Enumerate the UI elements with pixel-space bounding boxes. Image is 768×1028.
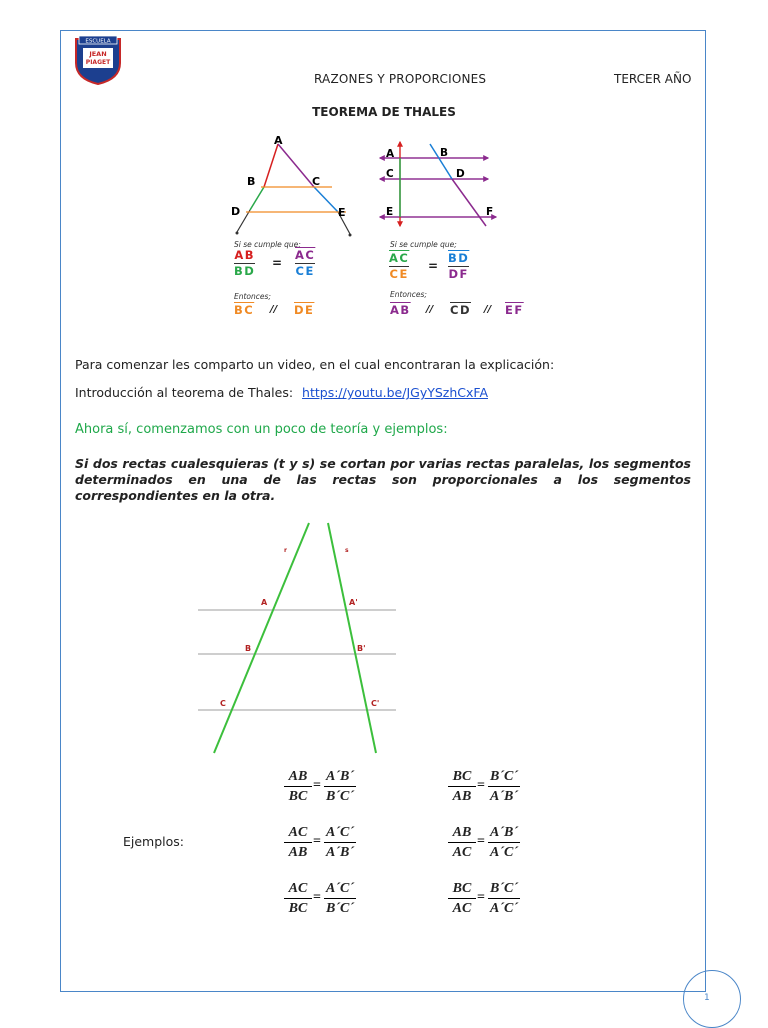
left-condition-label: Si se cumple que; (234, 240, 301, 249)
diag-point-A1: A' (349, 598, 358, 607)
prop-num-left: AB (452, 825, 472, 840)
logo-top-text: ESCUELA (85, 38, 111, 45)
left-then-label: Entonces; (234, 292, 271, 301)
right-fraction-2 (448, 252, 469, 281)
green-heading: Ahora sí, comenzamos con un poco de teoría y ejemplos: (75, 422, 448, 437)
prop-equals: = (477, 834, 485, 849)
prop-den-right: A´B´ (490, 789, 518, 804)
left-frac1-den: BD (234, 264, 256, 278)
youtube-link[interactable]: https://youtu.be/JGyYSzhCxFA (302, 385, 488, 400)
theorem-statement: Si dos rectas cualesquieras (t y s) se cortan por varias rectas paralelas, los segmentos determinados en una de las rectas son proporcionales a los segmentos correspondientes en la otra. (75, 456, 691, 503)
prop-den-right: B´C´ (326, 901, 354, 916)
diag-point-B: B (245, 644, 252, 653)
transversals-diagram (196, 520, 402, 756)
diag-point-A: A (261, 598, 268, 607)
thales-parallel-lines-figure (374, 136, 500, 228)
left-frac2-num: $\overline{AC}$ (295, 248, 316, 262)
diag-point-C: C (220, 699, 226, 708)
prop-den-right: A´B´ (326, 845, 354, 860)
right-parallel-1: // (426, 304, 434, 315)
diag-point-B1: B' (357, 644, 366, 653)
left-frac2-den: CE (295, 264, 315, 278)
prop-num-left: AC (288, 881, 308, 896)
point-C: C (312, 175, 321, 188)
prop-den-right: A´C´ (490, 845, 518, 860)
section-title: TEOREMA DE THALES (312, 105, 456, 119)
point-B: B (247, 175, 256, 188)
examples-label: Ejemplos: (123, 834, 185, 849)
right-then-label: Entonces; (390, 290, 427, 299)
logo-text-1: JEAN (89, 50, 107, 58)
logo-text-2: PIAGET (85, 59, 111, 66)
right-condition-label: Si se cumple que; (390, 240, 457, 249)
prop-den-right: B´C´ (326, 789, 354, 804)
point-D-right: D (456, 168, 465, 180)
left-seg-DE: $\overline{DE}$ (294, 303, 315, 317)
right-equals: = (428, 259, 439, 273)
left-seg-BC: $\overline{BC}$ (234, 303, 255, 317)
left-fraction-1 (234, 249, 255, 278)
line-s-label: s (345, 547, 349, 554)
right-frac2-den: DF (448, 267, 469, 281)
prop-num-left: BC (452, 881, 472, 896)
right-seg-EF: $\overline{EF}$ (505, 303, 524, 317)
prop-den-left: BC (288, 901, 308, 916)
header-grade: TERCER AÑO (614, 72, 692, 86)
diag-point-C1: C' (371, 699, 380, 708)
right-frac1-num: $\overline{AC}$ (389, 251, 410, 265)
intro-line-1: Para comenzar les comparto un video, en el cual encontraran la explicación: (75, 357, 555, 372)
intro-label: Introducción al teorema de Thales: (75, 385, 294, 400)
right-seg-AB: $\overline{AB}$ (390, 303, 411, 317)
prop-num-right: B´C´ (490, 881, 518, 896)
point-B-right: B (440, 147, 449, 159)
point-A: A (274, 134, 283, 147)
right-fraction-1 (389, 252, 409, 281)
page-number: 1 (704, 993, 710, 1003)
prop-den-right: A´C´ (490, 901, 518, 916)
prop-equals: = (313, 834, 321, 849)
left-fraction-2 (295, 249, 315, 278)
right-frac2-num: $\overline{BD}$ (448, 251, 470, 265)
prop-equals: = (313, 890, 321, 905)
prop-den-left: AC (452, 901, 472, 916)
prop-num-left: AC (288, 825, 308, 840)
left-frac1-num: AB (234, 248, 255, 262)
right-parallel-2: // (484, 304, 492, 315)
prop-num-left: BC (452, 769, 472, 784)
prop-equals: = (477, 778, 485, 793)
prop-den-left: AC (452, 845, 472, 860)
prop-num-right: B´C´ (490, 769, 518, 784)
right-seg-CD: $\overline{CD}$ (450, 303, 471, 317)
thales-triangle-figure (228, 132, 356, 240)
prop-num-right: A´B´ (326, 769, 354, 784)
prop-den-left: AB (452, 789, 472, 804)
prop-num-right: A´B´ (490, 825, 518, 840)
prop-equals: = (313, 778, 321, 793)
intro-line-2 (75, 385, 488, 400)
point-A-right: A (386, 148, 395, 160)
line-r-label: r (284, 547, 287, 554)
left-parallel: // (270, 304, 278, 315)
prop-num-right: A´C´ (326, 825, 354, 840)
prop-num-left: AB (288, 769, 308, 784)
point-C-right: C (386, 168, 394, 180)
point-E: E (338, 206, 346, 219)
left-equals: = (272, 256, 283, 270)
school-logo (73, 33, 123, 85)
point-E-right: E (386, 206, 394, 218)
prop-equals: = (477, 890, 485, 905)
prop-num-right: A´C´ (326, 881, 354, 896)
header-title: RAZONES Y PROPORCIONES (314, 72, 487, 86)
right-frac1-den: CE (389, 267, 409, 281)
point-D: D (231, 205, 241, 218)
prop-den-left: AB (288, 845, 308, 860)
page-number-circle (683, 970, 741, 1028)
point-F-right: F (486, 206, 494, 218)
prop-den-left: BC (288, 789, 308, 804)
